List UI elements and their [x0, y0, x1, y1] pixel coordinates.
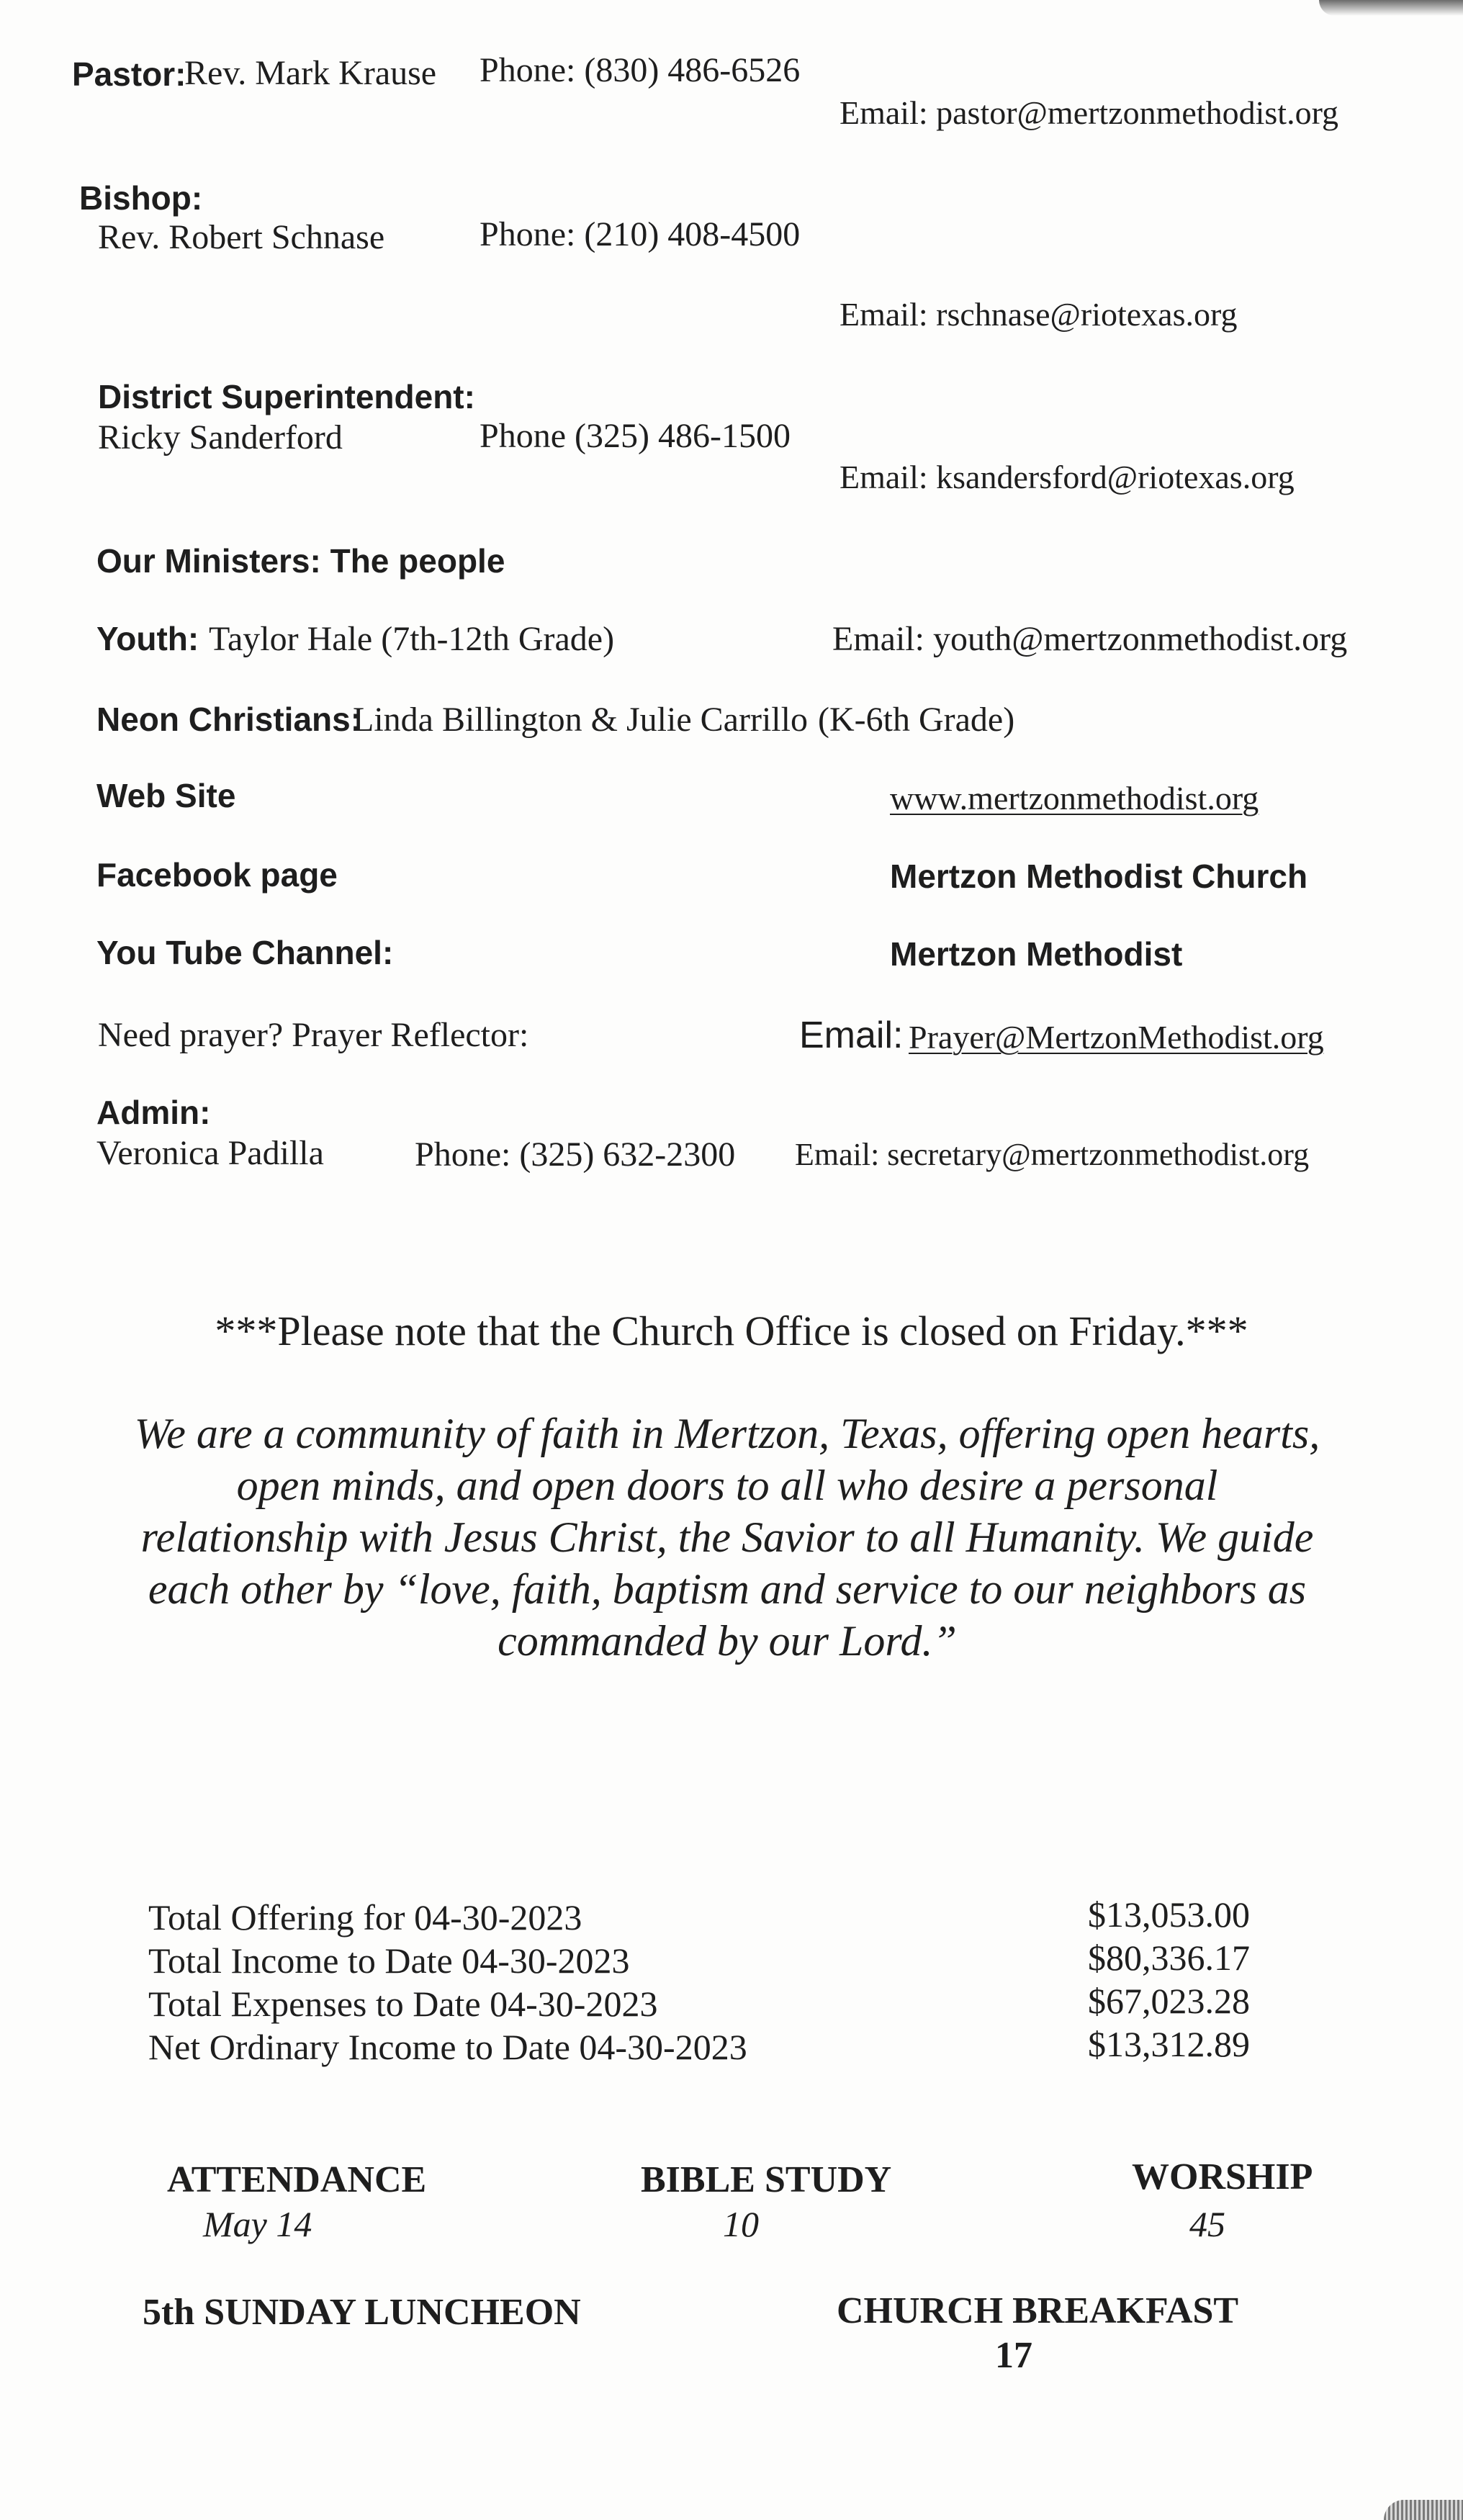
- admin-name: Veronica Padilla: [96, 1134, 324, 1172]
- worship-value: 45: [1189, 2204, 1225, 2244]
- neon-christians-grade: (K-6th Grade): [818, 701, 1015, 739]
- facebook-value: Mertzon Methodist Church: [890, 858, 1308, 895]
- finance-row-label: Total Offering for 04-30-2023: [148, 1897, 582, 1938]
- prayer-email-link[interactable]: Prayer@MertzonMethodist.org: [909, 1019, 1324, 1056]
- district-superintendent-name: Ricky Sanderford: [98, 418, 343, 456]
- pastor-name: Rev. Mark Krause: [184, 54, 437, 92]
- pastor-label: Pastor:: [72, 55, 186, 93]
- church-breakfast-value: 17: [995, 2335, 1032, 2376]
- neon-christians-label: Neon Christians:: [96, 701, 362, 738]
- youth-label: Youth:: [96, 620, 199, 657]
- bible-study-value: 10: [723, 2204, 759, 2244]
- mission-statement: We are a community of faith in Mertzon, Texas, offering open hearts, open minds, and open doors to all who desire a personal relationship with Jesus Christ, the Savior to all Humanity. We guide each other by “love, faith, baptism and service to our neighbors as commanded by our Lord.”: [134, 1410, 1320, 1665]
- sunday-luncheon-label: 5th SUNDAY LUNCHEON: [143, 2292, 581, 2333]
- prayer-email-label: Email:: [799, 1014, 904, 1056]
- district-superintendent-email[interactable]: Email: ksandersford@riotexas.org: [839, 459, 1295, 495]
- ministers-label: Our Ministers: The people: [96, 542, 505, 580]
- website-link[interactable]: www.mertzonmethodist.org: [890, 780, 1259, 816]
- bible-study-label: BIBLE STUDY: [641, 2159, 892, 2200]
- youth-email[interactable]: Email: youth@mertzonmethodist.org: [832, 620, 1348, 658]
- youtube-label: You Tube Channel:: [96, 934, 394, 971]
- district-superintendent-label: District Superintendent:: [98, 378, 475, 415]
- attendance-label: ATTENDANCE: [167, 2159, 427, 2200]
- worship-label: WORSHIP: [1132, 2156, 1313, 2197]
- finance-row-amount: $13,312.89: [1088, 2024, 1250, 2064]
- page-curl-shadow: [1319, 0, 1463, 16]
- bishop-email[interactable]: Email: rschnase@riotexas.org: [839, 296, 1238, 333]
- finance-row-label: Total Expenses to Date 04-30-2023: [148, 1984, 658, 2024]
- bishop-phone: Phone: (210) 408-4500: [480, 215, 801, 253]
- church-breakfast-label: CHURCH BREAKFAST: [837, 2290, 1239, 2331]
- finance-row-amount: $80,336.17: [1088, 1938, 1250, 1978]
- facebook-label: Facebook page: [96, 856, 338, 894]
- finance-row-label: Total Income to Date 04-30-2023: [148, 1940, 630, 1981]
- admin-email[interactable]: Email: secretary@mertzonmethodist.org: [795, 1137, 1310, 1172]
- attendance-date: May 14: [203, 2204, 312, 2244]
- finance-row-label: Net Ordinary Income to Date 04-30-2023: [148, 2027, 747, 2067]
- admin-phone: Phone: (325) 632-2300: [415, 1135, 736, 1174]
- finance-row-amount: $13,053.00: [1088, 1894, 1250, 1935]
- district-superintendent-phone: Phone (325) 486-1500: [480, 417, 791, 455]
- neon-christians-names: Linda Billington & Julie Carrillo: [353, 701, 808, 739]
- youth-name: Taylor Hale (7th-12th Grade): [209, 620, 615, 658]
- admin-label: Admin:: [96, 1094, 211, 1131]
- office-closed-notice: ***Please note that the Church Office is closed on Friday.***: [215, 1308, 1248, 1354]
- youtube-value: Mertzon Methodist: [890, 935, 1183, 973]
- finance-row-amount: $67,023.28: [1088, 1981, 1250, 2021]
- prayer-label: Need prayer? Prayer Reflector:: [98, 1016, 529, 1054]
- bishop-name: Rev. Robert Schnase: [98, 218, 385, 256]
- bishop-label: Bishop:: [79, 179, 203, 217]
- website-label: Web Site: [96, 777, 236, 814]
- pastor-phone: Phone: (830) 486-6526: [480, 51, 801, 89]
- page-edge-shadow: [1384, 2500, 1463, 2520]
- pastor-email[interactable]: Email: pastor@mertzonmethodist.org: [839, 94, 1339, 131]
